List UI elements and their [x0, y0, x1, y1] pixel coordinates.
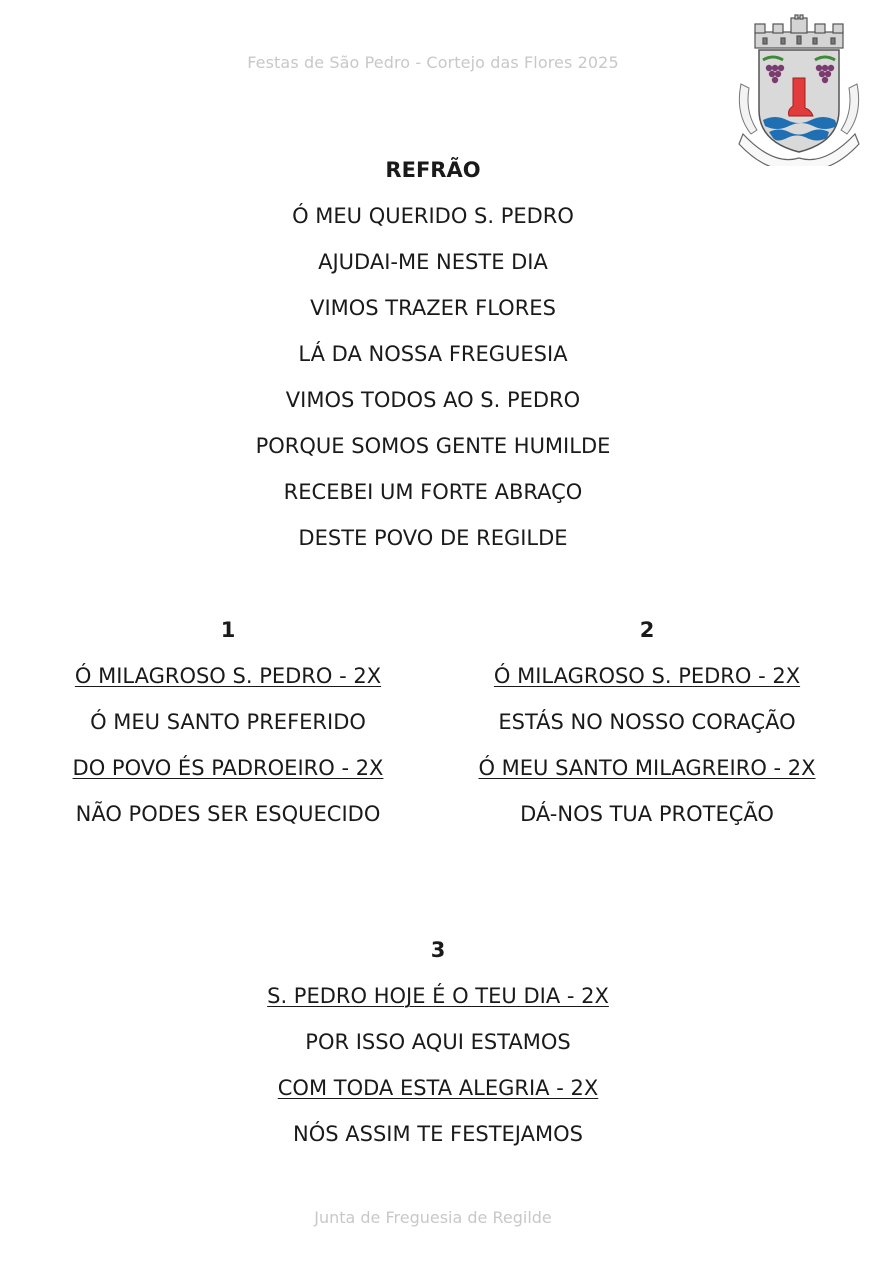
refrain-block — [0, 147, 866, 561]
refrain-line: AJUDAI-ME NESTE DIA — [318, 250, 548, 274]
coat-of-arms-icon — [733, 14, 865, 166]
verse-line-repeat: DO POVO ÉS PADROEIRO - 2X — [72, 756, 384, 780]
mural-crown — [755, 15, 843, 48]
verse-2-block — [447, 607, 847, 837]
verse-line: POR ISSO AQUI ESTAMOS — [305, 1030, 571, 1054]
verse-line: NÓS ASSIM TE FESTEJAMOS — [293, 1122, 583, 1146]
verse-number: 3 — [430, 938, 446, 962]
refrain-line: RECEBEI UM FORTE ABRAÇO — [283, 480, 583, 504]
refrain-line: VIMOS TRAZER FLORES — [310, 296, 556, 320]
refrain-line: Ó MEU QUERIDO S. PEDRO — [292, 204, 574, 228]
page-footer: Junta de Freguesia de Regilde — [314, 1208, 552, 1227]
page-header: Festas de São Pedro - Cortejo das Flores 2025 — [247, 53, 619, 72]
verse-1-block — [28, 607, 428, 837]
verse-number: 2 — [639, 618, 655, 642]
refrain-title: REFRÃO — [385, 158, 481, 182]
verse-line-repeat: Ó MEU SANTO MILAGREIRO - 2X — [478, 756, 816, 780]
verse-line: ESTÁS NO NOSSO CORAÇÃO — [498, 710, 796, 734]
verse-line: Ó MEU SANTO PREFERIDO — [90, 710, 366, 734]
verse-line-repeat: Ó MILAGROSO S. PEDRO - 2X — [74, 664, 382, 688]
refrain-line: PORQUE SOMOS GENTE HUMILDE — [255, 434, 611, 458]
verse-line-repeat: COM TODA ESTA ALEGRIA - 2X — [277, 1076, 599, 1100]
verse-line: DÁ-NOS TUA PROTEÇÃO — [520, 802, 774, 826]
verse-3-block — [0, 927, 876, 1157]
verse-number: 1 — [220, 618, 236, 642]
refrain-line: VIMOS TODOS AO S. PEDRO — [285, 388, 581, 412]
verse-line-repeat: Ó MILAGROSO S. PEDRO - 2X — [493, 664, 801, 688]
refrain-line: DESTE POVO DE REGILDE — [298, 526, 568, 550]
verse-line-repeat: S. PEDRO HOJE É O TEU DIA - 2X — [267, 984, 609, 1008]
refrain-line: LÁ DA NOSSA FREGUESIA — [298, 342, 568, 366]
verse-line: NÃO PODES SER ESQUECIDO — [75, 802, 381, 826]
